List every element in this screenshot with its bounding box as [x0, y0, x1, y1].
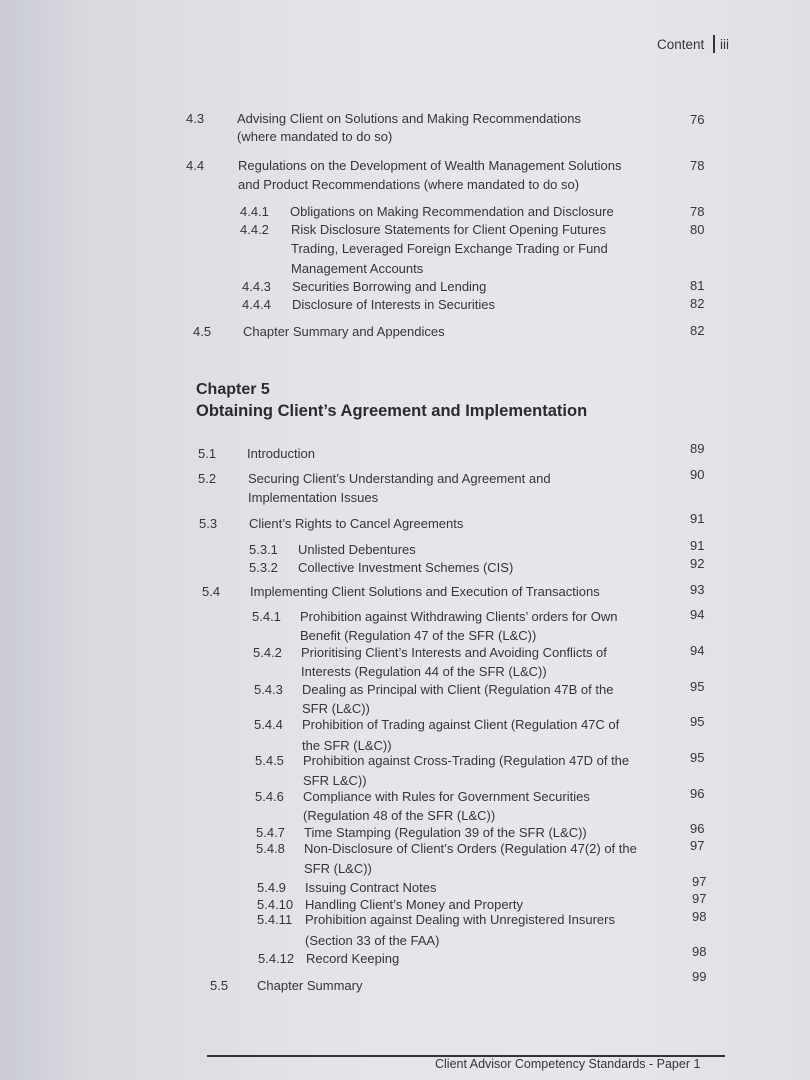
- toc-entry-number: 4.4.1: [240, 204, 269, 219]
- toc-entry-page: 89: [690, 441, 705, 456]
- toc-entry-title: Client’s Rights to Cancel Agreements: [249, 516, 464, 531]
- toc-entry-title: Chapter Summary and Appendices: [243, 324, 445, 339]
- toc-entry-number: 5.4.2: [253, 645, 282, 660]
- toc-entry-page: 78: [690, 204, 705, 219]
- toc-entry-page: 94: [690, 607, 705, 622]
- toc-entry-page: 98: [692, 909, 707, 924]
- toc-entry-title: Record Keeping: [306, 951, 400, 966]
- toc-entry-title: Prohibition against Dealing with Unregistered Insurers: [305, 912, 615, 927]
- toc-entry-title: Securities Borrowing and Lending: [292, 279, 487, 294]
- toc-entry-page: 99: [692, 969, 707, 984]
- toc-entry-number: 5.4.10: [257, 897, 294, 912]
- toc-entry-page: 94: [690, 643, 705, 658]
- toc-entry-title: Issuing Contract Notes: [305, 880, 437, 895]
- header-divider: [713, 35, 715, 53]
- toc-entry-title: Handling Client’s Money and Property: [305, 897, 523, 912]
- toc-entry-title: Regulations on the Development of Wealth Management Solutions: [238, 158, 622, 173]
- toc-entry-title: Benefit (Regulation 47 of the SFR (L&C)): [300, 628, 537, 643]
- toc-entry-number: 4.4: [186, 158, 205, 173]
- toc-entry-number: 5.4.7: [256, 825, 285, 840]
- toc-entry-number: 5.3.2: [249, 560, 278, 575]
- toc-entry-page: 90: [690, 467, 705, 482]
- toc-entry-number: 5.4: [202, 584, 221, 599]
- toc-entry-number: 5.4.4: [254, 717, 283, 732]
- toc-entry-number: 4.3: [186, 111, 205, 126]
- toc-entry-page: 80: [690, 222, 705, 237]
- chapter-title: Obtaining Client’s Agreement and Implementation: [196, 402, 588, 420]
- header-page-number: iii: [720, 37, 729, 52]
- toc-entry-title: (where mandated to do so): [237, 129, 393, 144]
- toc-entry-number: 5.3: [199, 516, 218, 531]
- toc-entry-title: Securing Client’s Understanding and Agreement and: [248, 471, 551, 486]
- toc-entry-page: 93: [690, 582, 705, 597]
- toc-entry-number: 5.4.6: [255, 789, 284, 804]
- toc-entry-number: 4.4.4: [242, 297, 271, 312]
- toc-entry-title: Dealing as Principal with Client (Regulation 47B of the: [302, 682, 614, 697]
- toc-entry-number: 5.4.1: [252, 609, 281, 624]
- toc-entry-number: 5.4.12: [258, 951, 295, 966]
- toc-entry-title: (Regulation 48 of the SFR (L&C)): [303, 808, 496, 823]
- toc-entry-page: 82: [690, 323, 705, 338]
- toc-entry-page: 95: [690, 679, 705, 694]
- toc-entry-title: Prohibition against Cross-Trading (Regulation 47D of the: [303, 753, 630, 768]
- toc-entry-page: 97: [692, 874, 707, 889]
- chapter-label: Chapter 5: [196, 381, 270, 398]
- toc-entry-title: SFR (L&C)): [304, 861, 372, 876]
- toc-entry-page: 81: [690, 278, 705, 293]
- toc-entry-title: and Product Recommendations (where mandated to do so): [238, 177, 580, 192]
- toc-entry-number: 5.5: [210, 978, 229, 993]
- toc-entry-title: Prohibition against Withdrawing Clients’ orders for Own: [300, 609, 618, 624]
- toc-entry-number: 5.4.9: [257, 880, 286, 895]
- toc-entry-title: Time Stamping (Regulation 39 of the SFR (L&C)): [304, 825, 587, 840]
- toc-entry-title: SFR (L&C)): [302, 701, 370, 716]
- toc-entry-page: 92: [690, 556, 705, 571]
- toc-entry-number: 5.4.5: [255, 753, 284, 768]
- toc-entry-number: 4.5: [193, 324, 212, 339]
- toc-entry-title: Risk Disclosure Statements for Client Opening Futures: [291, 222, 607, 237]
- toc-entry-title: Prioritising Client’s Interests and Avoiding Conflicts of: [301, 645, 607, 660]
- toc-entry-title: Unlisted Debentures: [298, 542, 416, 557]
- toc-entry-title: the SFR (L&C)): [302, 738, 392, 753]
- toc-entry-page: 97: [692, 891, 707, 906]
- toc-entry-title: Chapter Summary: [257, 978, 363, 993]
- toc-entry-title: Compliance with Rules for Government Securities: [303, 789, 590, 804]
- header-section: Content: [657, 37, 705, 52]
- toc-entry-title: (Section 33 of the FAA): [305, 933, 440, 948]
- toc-entry-title: Disclosure of Interests in Securities: [292, 297, 496, 312]
- toc-entry-page: 91: [690, 511, 705, 526]
- toc-entry-number: 4.4.3: [242, 279, 271, 294]
- toc-entry-title: Collective Investment Schemes (CIS): [298, 560, 514, 575]
- toc-entry-number: 4.4.2: [240, 222, 269, 237]
- toc-entry-page: 96: [690, 821, 705, 836]
- toc-entry-number: 5.4.3: [254, 682, 283, 697]
- toc-entry-title: Implementing Client Solutions and Execution of Transactions: [250, 584, 600, 599]
- toc-entry-page: 98: [692, 944, 707, 959]
- toc-entry-number: 5.4.11: [257, 912, 293, 927]
- toc-entry-number: 5.4.8: [256, 841, 285, 856]
- toc-entry-title: Prohibition of Trading against Client (Regulation 47C of: [302, 717, 620, 732]
- toc-entry-title: Advising Client on Solutions and Making Recommendations: [237, 111, 581, 126]
- toc-entry-page: 91: [690, 538, 705, 553]
- toc-entry-title: Management Accounts: [291, 261, 424, 276]
- toc-entry-page: 78: [690, 158, 705, 173]
- toc-entry-title: Non-Disclosure of Client’s Orders (Regulation 47(2) of the: [304, 841, 637, 856]
- toc-entry-number: 5.3.1: [249, 542, 278, 557]
- toc-entry-title: Introduction: [247, 446, 315, 461]
- toc-entry-title: Obligations on Making Recommendation and Disclosure: [290, 204, 614, 219]
- toc-entry-page: 76: [690, 112, 705, 127]
- toc-entry-page: 95: [690, 750, 705, 765]
- footer-text: Client Advisor Competency Standards - Paper 1: [435, 1057, 701, 1071]
- toc-entry-title: SFR L&C)): [303, 773, 367, 788]
- toc-entry-title: Interests (Regulation 44 of the SFR (L&C)): [301, 664, 547, 679]
- toc-entry-page: 97: [690, 838, 705, 853]
- toc-entry-title: Trading, Leveraged Foreign Exchange Trading or Fund: [291, 241, 608, 256]
- toc-entry-page: 95: [690, 714, 705, 729]
- toc-entry-page: 96: [690, 786, 705, 801]
- toc-entry-number: 5.2: [198, 471, 217, 486]
- toc-entry-page: 82: [690, 296, 705, 311]
- toc-entry-title: Implementation Issues: [248, 490, 379, 505]
- toc-entry-number: 5.1: [198, 446, 217, 461]
